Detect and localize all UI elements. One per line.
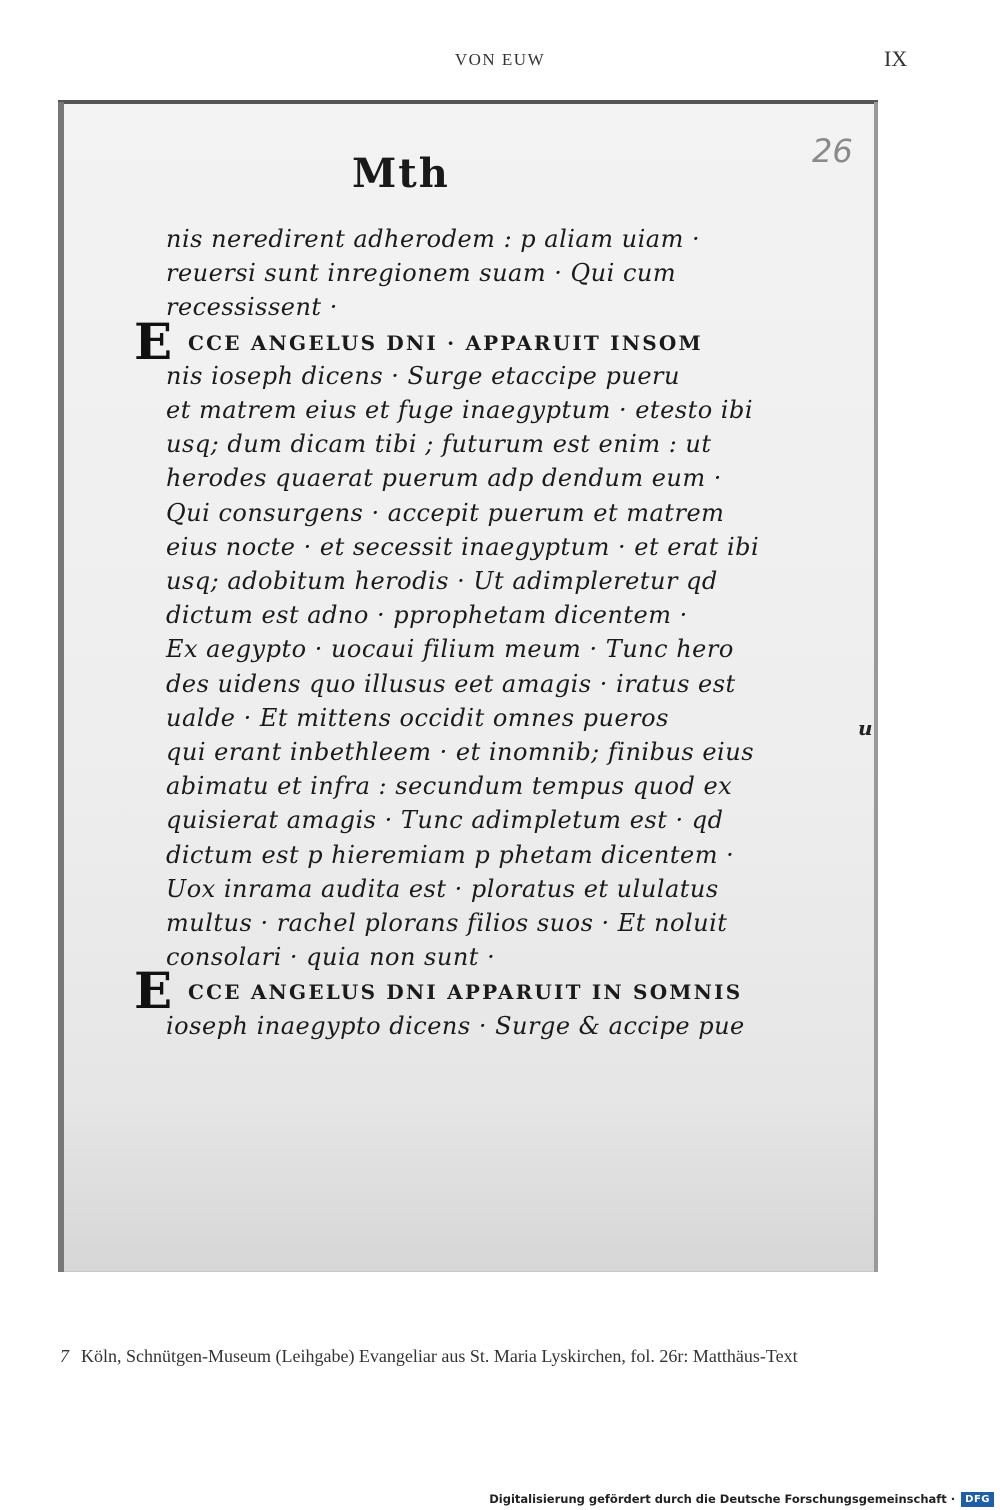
manuscript-line: ualde · Et mittens occidit omnes pueros xyxy=(166,703,669,732)
manuscript-line: dictum est adno · pprophetam dicentem · xyxy=(166,601,688,630)
manuscript-line: usq; dum dicam tibi ; futurum est enim : ut xyxy=(166,430,712,459)
manuscript-line: Qui consurgens · accepit puerum et matrem xyxy=(166,498,725,527)
manuscript-line: consolari · quia non sunt · xyxy=(166,943,496,972)
plate-edge-left xyxy=(58,102,64,1272)
manuscript-line: multus · rachel plorans filios suos · Et noluit xyxy=(166,909,728,937)
digitization-footer xyxy=(481,1488,1000,1510)
dfg-logo: DFG xyxy=(961,1492,994,1507)
manuscript-line: nis neredirent adherodem : p aliam uiam · xyxy=(166,225,701,253)
page-number: IX xyxy=(884,46,908,71)
manuscript-line: Ex aegypto · uocaui filium meum · Tunc hero xyxy=(166,635,734,664)
plate-edge-top xyxy=(58,100,878,104)
manuscript-line: Uox inrama audita est · ploratus et ululatus xyxy=(166,874,719,903)
manuscript-line: nis ioseph dicens · Surge etaccipe pueru xyxy=(166,361,680,390)
manuscript-line: CCE ANGELUS DNI APPARUIT IN SOMNIS xyxy=(188,980,743,1005)
manuscript-heading: Mth xyxy=(352,150,450,197)
running-head: VON EUW xyxy=(454,50,546,69)
manuscript-line: et matrem eius et fuge inaegyptum · etesto ibi xyxy=(166,396,754,424)
manuscript-line: CCE ANGELUS DNI · APPARUIT INSOM xyxy=(188,330,703,355)
caption-number: 7 xyxy=(60,1346,69,1366)
decorated-initial: E xyxy=(134,961,173,1021)
manuscript-line: quisierat amagis · Tunc adimpletum est · qd xyxy=(166,806,724,835)
manuscript-line: recessissent · xyxy=(166,293,338,322)
manuscript-line: abimatu et infra : secundum tempus quod ex xyxy=(166,772,733,801)
manuscript-line: dictum est p hieremiam p phetam dicentem · xyxy=(166,840,735,869)
manuscript-line: des uidens quo illusus eet amagis · iratus est xyxy=(166,669,736,698)
decorated-initial: E xyxy=(134,311,173,371)
margin-letter: u xyxy=(858,716,873,740)
manuscript-line: usq; adobitum herodis · Ut adimpleretur qd xyxy=(166,567,718,595)
manuscript-line: ioseph inaegypto dicens · Surge & accipe pue xyxy=(166,1011,745,1040)
caption-text: Köln, Schnütgen-Museum (Leihgabe) Evangeliar aus St. Maria Lyskirchen, fol. 26r: Matthäus-Text xyxy=(81,1346,798,1366)
manuscript-line: reuersi sunt inregionem suam · Qui cum xyxy=(166,259,677,288)
figure-caption xyxy=(60,1346,960,1367)
folio-mark: 26 xyxy=(812,132,853,170)
manuscript-line: qui erant inbethleem · et inomnib; finibus eius xyxy=(166,738,755,766)
manuscript-line: herodes quaerat puerum adp dendum eum · xyxy=(166,464,722,493)
plate-edge-right xyxy=(874,102,878,1272)
footer-text: Digitalisierung gefördert durch die Deutsche Forschungsgemeinschaft · xyxy=(489,1492,956,1506)
manuscript-line: eius nocte · et secessit inaegyptum · et erat ibi xyxy=(166,532,760,561)
